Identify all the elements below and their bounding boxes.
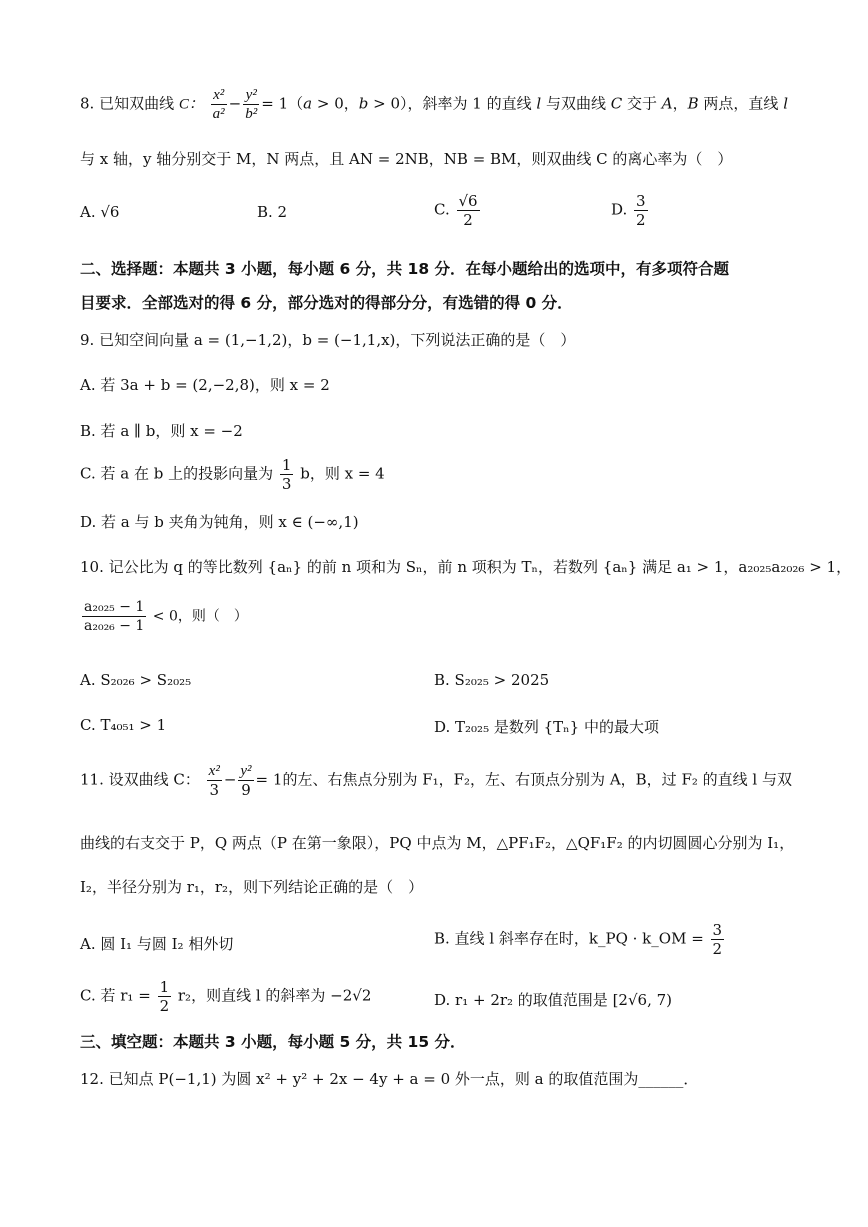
q10-option-b: B. S₂₀₂₅ > 2025 <box>434 671 550 689</box>
q10-option-d: D. T₂₀₂₅ 是数列 {Tₙ} 中的最大项 <box>434 718 659 736</box>
q11-line1: 11. 设双曲线 C： $\frac{\text{x²}}{3}$ − $\frac{\text{y²}}{9}$ = 1的左、右焦点分别为 F₁，F₂，左、右顶点分别为 A，B，过 F₂ 的直线 l 与双 <box>80 763 792 799</box>
q10-condition: $\frac{\text{a₂₀₂₅ − 1}}{\text{a₂₀₂₆ − 1}}$ < 0，则（ ） <box>84 599 248 634</box>
q8-option-a: A. √6 <box>80 203 120 221</box>
section2-heading-line1: 二、选择题：本题共 3 小题，每小题 6 分，共 18 分．在每小题给出的选项中，有多项符合题 <box>80 260 730 278</box>
q8-frac-x: $\frac{\text{x²}}{\text{a²}}$ <box>212 87 225 122</box>
q11-option-d: D. r₁ + 2r₂ 的取值范围是 [2√6, 7) <box>434 991 673 1009</box>
q10-option-c: C. T₄₀₅₁ > 1 <box>80 716 167 734</box>
q10-option-a: A. S₂₀₂₆ > S₂₀₂₅ <box>80 671 192 689</box>
q8-frac-y: $\frac{\text{y²}}{\text{b²}}$ <box>245 87 258 122</box>
q8-line2: 与 x 轴，y 轴分别交于 M，N 两点，且 AN = 2NB，NB = BM，则双曲线 C 的离心率为（ ） <box>80 150 733 168</box>
q12-stem: 12. 已知点 P(−1,1) 为圆 x² + y² + 2x − 4y + a = 0 外一点，则 a 的取值范围为______． <box>80 1070 699 1088</box>
section3-heading: 三、填空题：本题共 3 小题，每小题 5 分，共 15 分． <box>80 1033 466 1051</box>
q9-option-d: D. 若 a 与 b 夹角为钝角，则 x ∈ (−∞,1) <box>80 513 359 531</box>
q8-option-c: C. $\frac{√6}{2}$ <box>434 192 478 229</box>
q8-line1-rest: （a > 0，b > 0），斜率为 1 的直线 l 与双曲线 C 交于 A，B 两点，直线 l <box>288 94 789 113</box>
q8-number-text: 8. 已知双曲线 <box>80 94 175 113</box>
q11-option-c: C. 若 r₁ = $\frac{1}{2}$ r₂，则直线 l 的斜率为 −2√2 <box>80 978 372 1015</box>
q9-option-b: B. 若 a ∥ b，则 x = −2 <box>80 422 243 440</box>
q10-stem: 10. 记公比为 q 的等比数列 {aₙ} 的前 n 项和为 Sₙ，前 n 项积为 Tₙ，若数列 {aₙ} 满足 a₁ > 1，a₂₀₂₅a₂₀₂₆ > 1， <box>80 558 852 576</box>
q8-curve-label: C： <box>178 96 204 113</box>
q8-option-b: B. 2 <box>257 203 288 221</box>
q11-line3: I₂，半径分别为 r₁，r₂，则下列结论正确的是（ ） <box>80 878 424 896</box>
q9-option-a: A. 若 3a + b = (2,−2,8)，则 x = 2 <box>80 376 330 394</box>
q11-option-a: A. 圆 I₁ 与圆 I₂ 相外切 <box>80 935 234 953</box>
q11-line2: 曲线的右支交于 P，Q 两点（P 在第一象限），PQ 中点为 M，△PF₁F₂，△QF₁F₂ 的内切圆圆心分别为 I₁， <box>80 834 795 852</box>
q9-option-c: C. 若 a 在 b 上的投影向量为 $\frac{1}{3}$ b，则 x = 4 <box>80 456 385 493</box>
q9-stem: 9. 已知空间向量 a = (1,−1,2)，b = (−1,1,x)，下列说法正确的是（ ） <box>80 331 576 349</box>
section2-heading-line2: 目要求．全部选对的得 6 分，部分选对的得部分分，有选错的得 0 分． <box>80 294 573 312</box>
q8-option-d: D. $\frac{3}{2}$ <box>611 192 646 229</box>
q11-option-b: B. 直线 l 斜率存在时，k_PQ · k_OM = $\frac{3}{2}$ <box>434 921 723 958</box>
q8-line1: 8. 已知双曲线 C： $\frac{\text{x²}}{\text{a²}}$ − $\frac{\text{y²}}{\text{b²}}$ = 1（a > 0，b > 0），斜率为 1 的直线 l 与双曲线 C 交于 A，B 两点，直线 l <box>80 87 789 122</box>
